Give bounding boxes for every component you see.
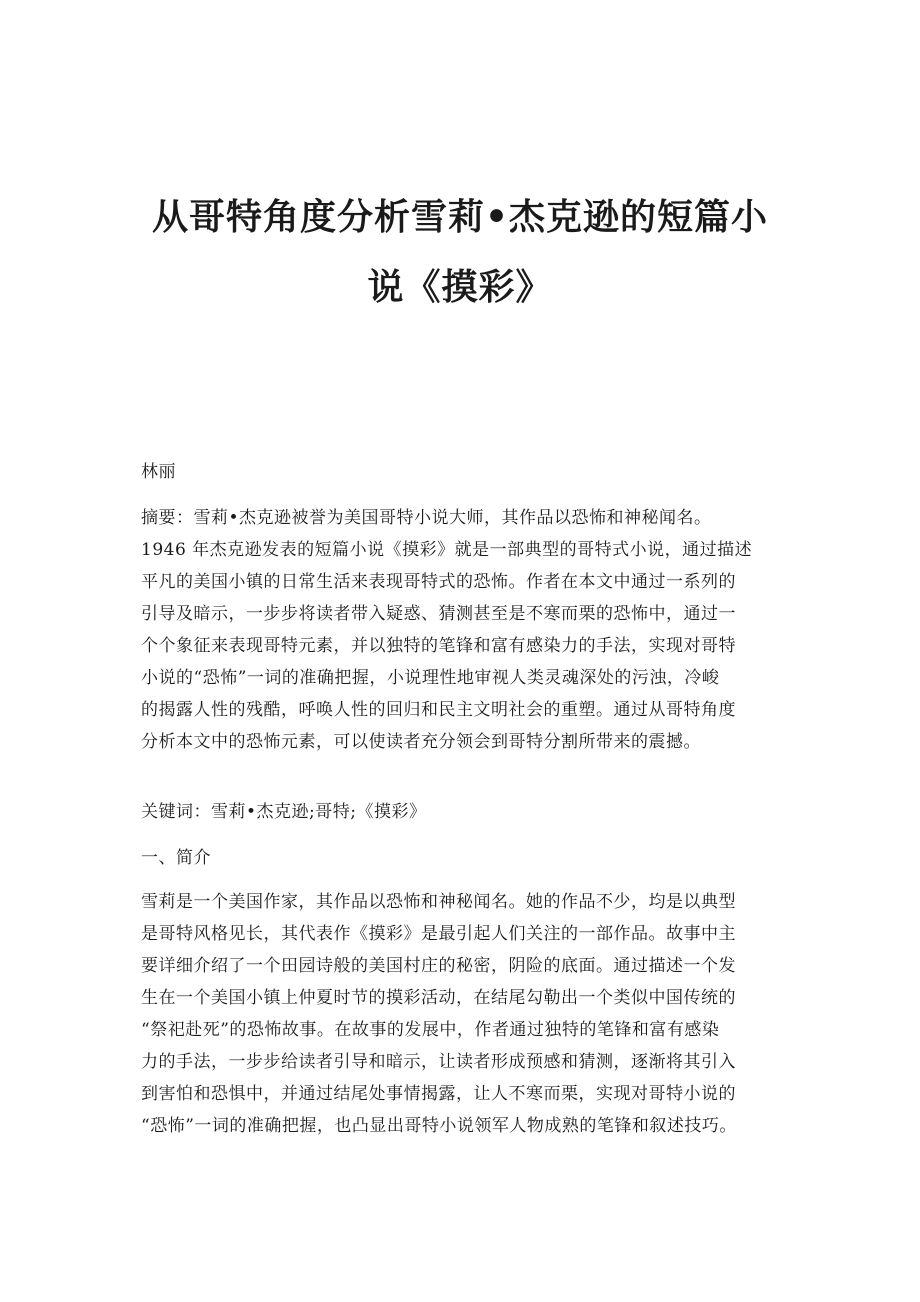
intro-line: 到害怕和恐惧中，并通过结尾处事情揭露，让人不寒而栗，实现对哥特小说的 <box>141 1084 736 1104</box>
document-title-line-1: 从哥特角度分析雪莉•杰克逊的短篇小 <box>151 196 768 238</box>
author-name: 林丽 <box>141 462 176 482</box>
intro-line: 生在一个美国小镇上仲夏时节的摸彩活动，在结尾勾勒出一个类似中国传统的 <box>141 988 736 1008</box>
abstract-line: 的揭露人性的残酷，呼唤人性的回归和民主文明社会的重塑。通过从哥特角度 <box>141 700 736 720</box>
intro-line: 力的手法，一步步给读者引导和暗示，让读者形成预感和猜测，逐渐将其引入 <box>141 1052 736 1072</box>
abstract-line: 摘要：雪莉•杰克逊被誉为美国哥特小说大师，其作品以恐怖和神秘闻名。 <box>141 508 712 528</box>
abstract-line: 小说的“恐怖”一词的准确把握，小说理性地审视人类灵魂深处的污浊，冷峻 <box>141 668 720 688</box>
abstract-line: 引导及暗示，一步步将读者带入疑惑、猜测甚至是不寒而栗的恐怖中，通过一 <box>141 604 736 624</box>
abstract-line: 1946 年杰克逊发表的短篇小说《摸彩》就是一部典型的哥特式小说，通过描述 <box>141 540 753 560</box>
section-heading-intro: 一、简介 <box>141 848 211 868</box>
intro-line: “恐怖”一词的准确把握，也凸显出哥特小说领军人物成熟的笔锋和叙述技巧。 <box>141 1116 737 1136</box>
abstract-line: 分析本文中的恐怖元素，可以使读者充分领会到哥特分割所带来的震撼。 <box>141 732 701 752</box>
keywords: 关键词：雪莉•杰克逊;哥特;《摸彩》 <box>141 802 427 822</box>
abstract-line: 平凡的美国小镇的日常生活来表现哥特式的恐怖。作者在本文中通过一系列的 <box>141 572 736 592</box>
intro-line: “祭祀赴死”的恐怖故事。在故事的发展中，作者通过独特的笔锋和富有感染 <box>141 1020 720 1040</box>
abstract-paragraph <box>141 502 791 758</box>
intro-line: 要详细介绍了一个田园诗般的美国村庄的秘密，阴险的底面。通过描述一个发 <box>141 956 736 976</box>
document-title-line-2: 说《摸彩》 <box>367 266 553 308</box>
intro-line: 是哥特风格见长，其代表作《摸彩》是最引起人们关注的一部作品。故事中主 <box>141 924 736 944</box>
intro-line: 雪莉是一个美国作家，其作品以恐怖和神秘闻名。她的作品不少，均是以典型 <box>141 892 736 912</box>
intro-paragraph <box>141 886 791 1142</box>
abstract-line: 个个象征来表现哥特元素，并以独特的笔锋和富有感染力的手法，实现对哥特 <box>141 636 736 656</box>
